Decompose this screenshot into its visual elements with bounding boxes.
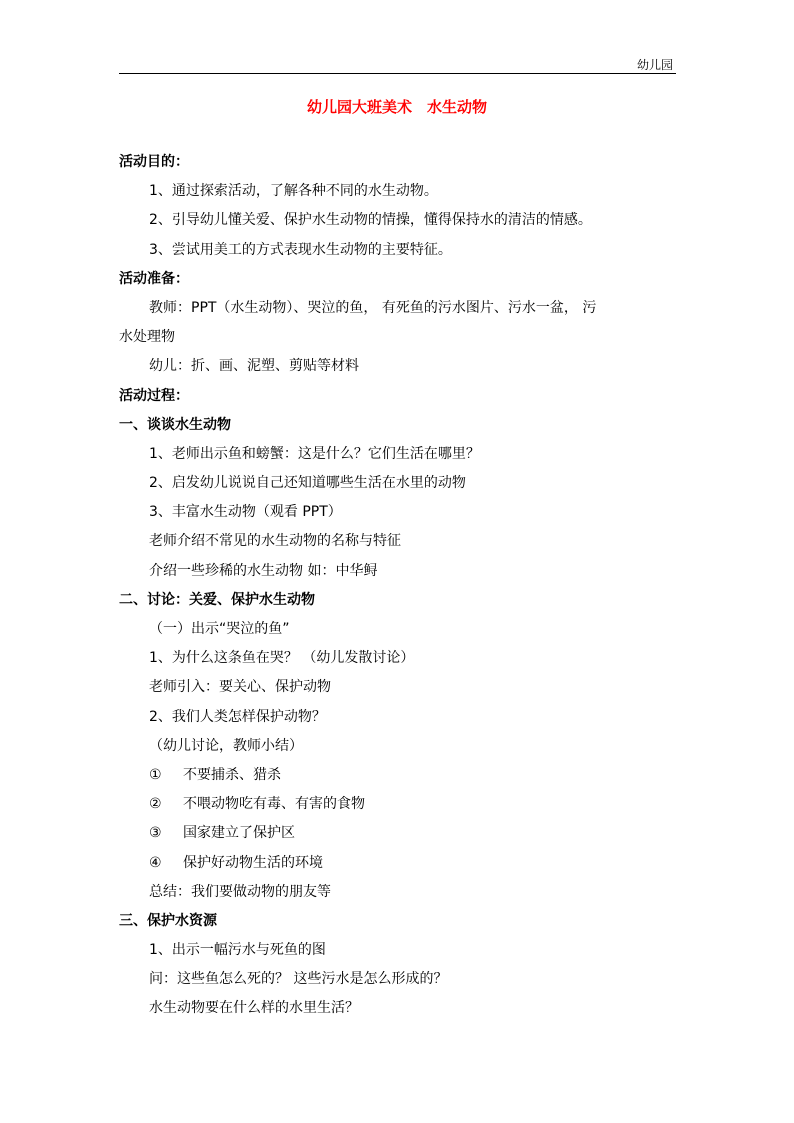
prep-teacher-line2: 水处理物 [119, 329, 175, 346]
document-title: 幼儿园大班美术 水生动物 [306, 98, 487, 116]
part2-sub: （一）出示“哭泣的鱼” [149, 621, 290, 637]
prep-child: 幼儿：折、画、泥塑、剪贴等材料 [149, 358, 359, 375]
part2-list-item [119, 849, 676, 878]
part3-item: 水生动物要在什么样的水里生活？ [149, 1000, 359, 1017]
list-marker: ④ [149, 854, 162, 871]
part1-item: 2、启发幼儿说说自己还知道哪些生活在水里的动物 [149, 475, 466, 492]
document-body [119, 148, 676, 1024]
part2-heading: 二、讨论：关爱、保护水生动物 [119, 591, 315, 608]
part2-list-item [119, 790, 676, 819]
goals-heading: 活动目的： [119, 154, 189, 170]
list-marker: ③ [149, 825, 162, 842]
part1-item: 介绍一些珍稀的水生动物 如：中华鲟 [149, 562, 378, 579]
part2-item: 老师引入：要关心、保护动物 [149, 679, 331, 696]
list-marker: ① [149, 766, 162, 783]
process-heading: 活动过程： [119, 387, 189, 404]
part2-summary: 总结：我们要做动物的朋友等 [149, 883, 331, 900]
part1-item: 老师介绍不常见的水生动物的名称与特征 [149, 533, 401, 550]
list-text: 保护好动物生活的环境 [183, 854, 323, 871]
prep-teacher-line1: 教师：PPT（水生动物）、哭泣的鱼， 有死鱼的污水图片、污水一盆， 污 [149, 299, 597, 316]
header-text: 幼儿园 [637, 58, 674, 72]
list-text: 国家建立了保护区 [183, 825, 295, 842]
part3-heading: 三、保护水资源 [119, 912, 217, 929]
part2-item: （幼儿讨论，教师小结） [149, 737, 303, 754]
goal-item: 3、尝试用美工的方式表现水生动物的主要特征。 [149, 241, 452, 258]
list-text: 不要捕杀、猎杀 [183, 766, 281, 783]
part3-item: 问：这些鱼怎么死的？ 这些污水是怎么形成的？ [149, 971, 448, 988]
goal-item: 2、引导幼儿懂关爱、保护水生动物的情操，懂得保持水的清洁的情感。 [149, 212, 592, 229]
part1-heading: 一、谈谈水生动物 [119, 416, 231, 433]
part2-list-item [119, 761, 676, 790]
part2-item: 1、为什么这条鱼在哭？ （幼儿发散讨论） [149, 650, 415, 667]
part3-item: 1、出示一幅污水与死鱼的图 [149, 942, 326, 959]
list-marker: ② [149, 796, 162, 813]
part2-item: 2、我们人类怎样保护动物？ [149, 708, 326, 725]
part1-item: 1、老师出示鱼和螃蟹：这是什么？它们生活在哪里？ [149, 445, 480, 462]
header-rule [119, 73, 676, 74]
prep-heading: 活动准备： [119, 270, 189, 287]
list-text: 不喂动物吃有毒、有害的食物 [183, 796, 365, 813]
part2-list-item [119, 819, 676, 848]
part1-item: 3、丰富水生动物（观看 PPT） [149, 504, 342, 521]
goal-item: 1、通过探索活动，了解各种不同的水生动物。 [149, 183, 438, 200]
